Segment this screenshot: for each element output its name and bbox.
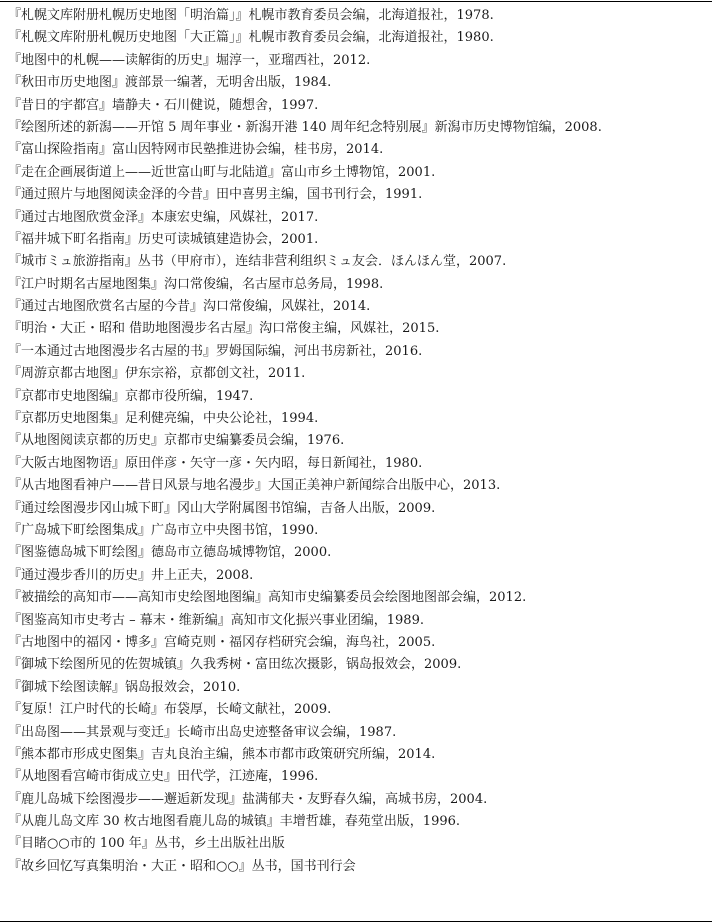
bibliography-entry: 『从鹿儿岛文库 30 枚古地图看鹿儿岛的城镇』丰增哲雄，春苑堂出版，1996. <box>8 814 461 830</box>
bibliography-entry: 『江户时期名古屋地图集』沟口常俊编，名古屋市总务局，1998. <box>8 276 384 292</box>
bottom-rule <box>0 921 712 922</box>
bibliography-entry: 『从地图看宫崎市街成立史』田代学，江迹庵，1996. <box>8 769 319 785</box>
bibliography-entry: 『通过照片与地图阅读金泽的今昔』田中喜男主编，国书刊行会，1991. <box>8 187 423 203</box>
bibliography-entry: 『地图中的札幌——读解街的历史』堀淳一，亚瑠西社，2012. <box>8 52 371 68</box>
bibliography-entry: 『古地图中的福冈・博多』宫崎克则・福冈存档研究会编，海鸟社，2005. <box>8 634 436 650</box>
bibliography-entry: 『御城下绘图读解』锅岛报效会，2010. <box>8 679 241 695</box>
bibliography-entry: 『通过绘图漫步冈山城下町』冈山大学附属图书馆编，吉备人出版，2009. <box>8 500 436 516</box>
bibliography-entry: 『札幌文库附册札幌历史地图「大正篇」』札幌市教育委员会编，北海道报社，1980. <box>8 30 494 46</box>
bibliography-list <box>8 5 708 878</box>
bibliography-entry: 『熊本都市形成史图集』吉丸良治主编，熊本市都市政策研究所编，2014. <box>8 746 436 762</box>
bibliography-entry: 『御城下绘图所见的佐贺城镇』久我秀树・富田纮次摄影，锅岛报效会，2009. <box>8 657 462 673</box>
bibliography-entry: 『昔日的宇都宫』墙静夫・石川健说，随想舍，1997. <box>8 97 319 113</box>
bibliography-entry: 『大阪古地图物语』原田伴彦・矢守一彦・矢内昭，每日新闻社，1980. <box>8 455 423 471</box>
bibliography-entry: 『周游京都古地图』伊东宗裕，京都创文社，2011. <box>8 366 306 382</box>
bibliography-entry: 『故乡回忆写真集明治・大正・昭和○○』丛书，国书刊行会 <box>8 858 356 874</box>
bibliography-entry: 『出岛图——其景观与变迁』长崎市出岛史迹整备审议会编，1987. <box>8 724 397 740</box>
bibliography-entry: 『图鉴德岛城下町绘图』德岛市立德岛城博物馆，2000. <box>8 545 332 561</box>
bibliography-entry: 『通过古地图欣赏名古屋的今昔』沟口常俊编，风媒社，2014. <box>8 299 371 315</box>
top-rule <box>0 1 712 2</box>
bibliography-entry: 『目睹○○市的 100 年』丛书，乡土出版社出版 <box>8 836 285 852</box>
bibliography-entry: 『绘图所述的新潟——开馆 5 周年事业・新潟开港 140 周年纪念特别展』新潟市历史博物馆编，2008. <box>8 119 602 135</box>
bibliography-entry: 『从地图阅读京都的历史』京都市史编纂委员会编，1976. <box>8 433 345 449</box>
bibliography-entry: 『札幌文库附册札幌历史地图「明治篇」』札幌市教育委员会编，北海道报社，1978. <box>8 8 494 23</box>
bibliography-entry: 『福井城下町名指南』历史可读城镇建造协会，2001. <box>8 231 319 247</box>
bibliography-entry: 『通过漫步香川的历史』井上正夫，2008. <box>8 567 254 583</box>
bibliography-entry: 『从古地图看神户——昔日风景与地名漫步』大国正美神户新闻综合出版中心，2013. <box>8 478 501 494</box>
bibliography-entry: 『一本通过古地图漫步名古屋的书』罗姆国际编，河出书房新社，2016. <box>8 343 423 359</box>
bibliography-entry: 『明治・大正・昭和 借助地图漫步名古屋』沟口常俊主编，风媒社，2015. <box>8 321 440 337</box>
bibliography-entry: 『秋田市历史地图』渡部景一编著，无明舍出版，1984. <box>8 75 332 91</box>
bibliography-entry: 『复原！江户时代的长崎』布袋厚，长崎文献社，2009. <box>8 702 332 718</box>
bibliography-entry: 『广岛城下町绘图集成』广岛市立中央图书馆，1990. <box>8 522 319 538</box>
bibliography-entry: 『城市ミュ旅游指南』丛书（甲府市），连结非营利组织ミュ友会．ほんほん堂，2007. <box>8 254 507 270</box>
bibliography-entry: 『通过古地图欣赏金泽』本康宏史编，风媒社，2017. <box>8 209 319 225</box>
bibliography-entry: 『被描绘的高知市——高知市史绘图地图编』高知市史编纂委员会绘图地图部会编，2012. <box>8 590 527 606</box>
bibliography-entry: 『京都市史地图编』京都市役所编，1947. <box>8 388 254 404</box>
bibliography-entry: 『京都历史地图集』足利健亮编，中央公论社，1994. <box>8 411 319 427</box>
bibliography-entry: 『富山探险指南』富山因特网市民塾推进协会编，桂书房，2014. <box>8 142 384 158</box>
bibliography-entry: 『鹿儿岛城下绘图漫步——邂逅新发现』盐满郁夫・友野春久编，高城书房，2004. <box>8 791 488 807</box>
bibliography-entry: 『图鉴高知市史考古 – 幕末・维新编』高知市文化振兴事业团编，1989. <box>8 612 424 628</box>
bibliography-entry: 『走在企画展街道上——近世富山町与北陆道』富山市乡土博物馆，2001. <box>8 164 436 180</box>
